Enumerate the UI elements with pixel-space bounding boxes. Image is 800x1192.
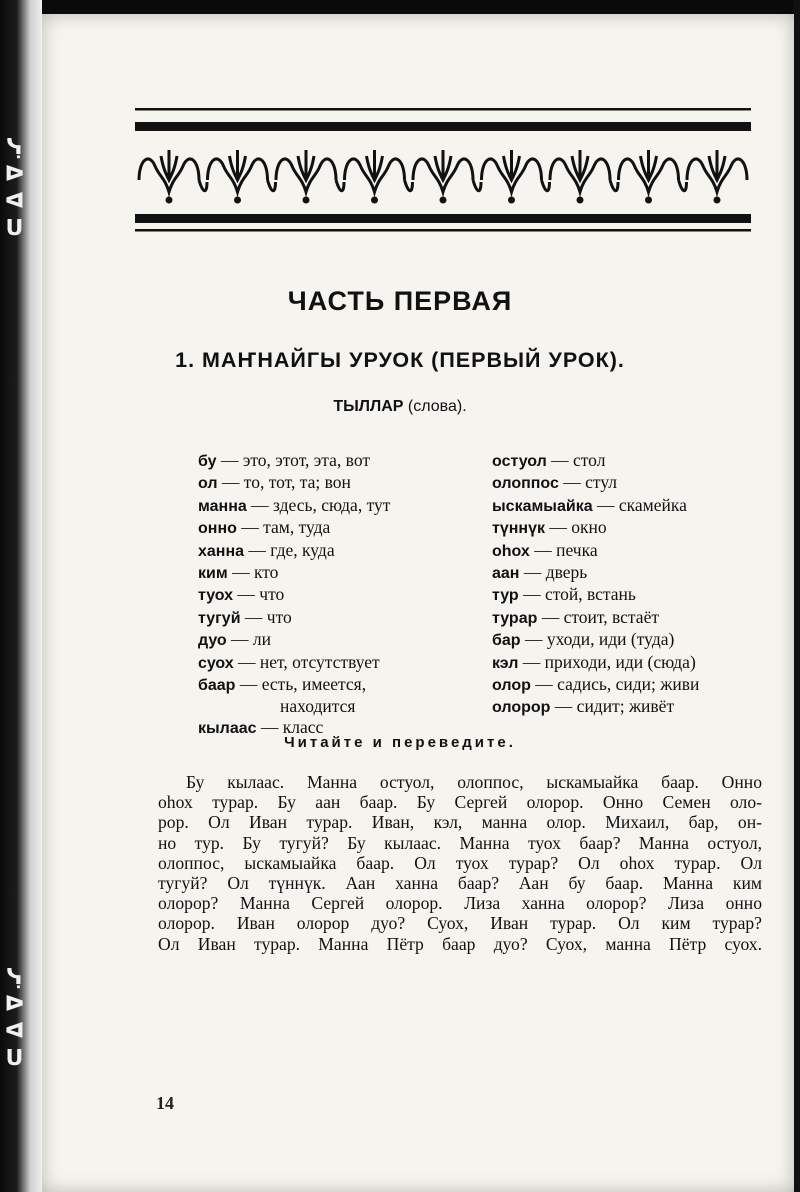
ornament-band — [135, 108, 751, 232]
vocab-entry — [198, 562, 488, 584]
reading-line: Бу кылаас. Манна остуол, олоппос, ыскамыайка баар. Онно — [186, 772, 762, 792]
ornament-dot — [234, 197, 241, 204]
vocab-meaning: — стой, встань — [518, 584, 636, 605]
vocab-entry — [198, 652, 488, 674]
vocab-entry — [198, 540, 488, 562]
vocab-word: бу — [198, 453, 217, 470]
vocab-meaning: — класс — [256, 716, 324, 737]
vocab-meaning: — приходи, иди (сюда) — [518, 651, 696, 672]
vocab-word: туох — [198, 587, 234, 605]
vocab-meaning: — стул — [558, 472, 618, 493]
vocab-meaning: — что — [233, 584, 285, 605]
vocab-word: баар — [198, 677, 236, 695]
reading-line: оһох турар. Бу аан баар. Бу Сергей олорор. Онно Семен оло- — [158, 792, 762, 813]
vocab-entry — [198, 584, 488, 606]
vocab-entry — [198, 629, 488, 651]
words-heading-rest: (слова). — [403, 398, 467, 415]
vocab-entry — [198, 607, 488, 629]
vocab-word: остуол — [492, 453, 547, 470]
vocab-entry — [198, 472, 488, 494]
vocab-meaning: — дверь — [519, 562, 588, 583]
vocab-word: суох — [198, 654, 234, 672]
vocab-meaning: — есть, имеется, — [235, 674, 367, 695]
ornament-bud — [641, 150, 657, 180]
vocab-entry — [492, 607, 772, 629]
vocab-entry — [492, 517, 772, 539]
reading-line: олорор? Манна Сергей олорор. Лиза ханна олорор? Лиза онно — [158, 893, 762, 914]
spine-mark-bottom: ᑎᐅᐊᓵ — [2, 960, 27, 1068]
vocab-meaning: — печка — [529, 539, 598, 560]
ornament-dot — [508, 197, 515, 204]
vocab-word: түннүк — [492, 520, 545, 538]
ornament-bud — [367, 150, 383, 180]
vocab-meaning: — где, куда — [244, 539, 335, 560]
vocab-word: олорор — [492, 699, 551, 717]
vocabulary-left-column — [198, 450, 488, 739]
ornament-dot — [440, 197, 447, 204]
vocab-meaning: — стол — [546, 450, 606, 470]
reading-line: олорор. Иван олорор дуо? Суох, Иван турар. Ол ким турар? — [158, 913, 762, 934]
ornament-link — [199, 180, 207, 191]
vocab-entry — [492, 629, 772, 651]
ornament-bud — [298, 150, 314, 180]
vocab-word: манна — [198, 497, 247, 515]
reading-line: Ол Иван турар. Манна Пётр баар дуо? Суох, манна Пётр суох. — [158, 933, 762, 954]
ornament-link — [610, 180, 618, 191]
vocab-word: олор — [492, 677, 531, 695]
vocab-word: оһох — [492, 542, 530, 560]
ornament-link — [679, 180, 687, 191]
vocab-word: турар — [492, 609, 538, 627]
ornament-dot — [714, 197, 721, 204]
vocab-meaning: — сидит; живёт — [550, 696, 675, 717]
reading-line: тугуй? Ол түннүк. Аан ханна баар? Аан бу баар. Манна ким — [158, 873, 762, 894]
vocab-word: ким — [198, 565, 228, 583]
page-number: 14 — [156, 1093, 174, 1113]
ornament-dot — [303, 197, 310, 204]
vocab-meaning: — там, туда — [236, 517, 331, 538]
ornament-motifs — [139, 150, 747, 204]
vocab-entry — [492, 674, 772, 696]
ornament-dot — [645, 197, 652, 204]
vocab-meaning: — окно — [544, 517, 607, 538]
reading-line: но тур. Бу тугуй? Бу кылаас. Манна туох баар? Манна остуол, — [158, 832, 762, 853]
vocab-word: аан — [492, 565, 520, 583]
vocab-word: онно — [198, 520, 237, 538]
vocab-meaning: — что — [240, 606, 292, 627]
vocab-meaning: — нет, отсутствует — [233, 651, 380, 672]
vocab-meaning: — это, этот, эта, вот — [216, 450, 370, 470]
vocab-entry — [492, 495, 772, 517]
vocab-meaning: — уходи, иди (туда) — [520, 629, 675, 650]
vocab-word: ханна — [198, 542, 245, 560]
scan-right-border — [794, 0, 800, 1192]
vocab-entry — [492, 584, 772, 606]
ornament-link — [268, 180, 276, 191]
vocab-meaning: — то, тот, та; вон — [217, 472, 351, 493]
ornament-link — [405, 180, 413, 191]
vocab-meaning: — садись, сиди; живи — [530, 674, 700, 695]
vocab-entry — [198, 696, 488, 716]
ornament-link — [542, 180, 550, 191]
vocab-word: дуо — [198, 632, 227, 650]
ornament-link — [336, 180, 344, 191]
words-heading — [0, 398, 800, 416]
vocab-meaning: — ли — [226, 629, 271, 650]
words-heading-bold: ТЫЛЛАР — [333, 398, 404, 415]
vocab-word: тур — [492, 587, 519, 605]
vocab-word: олоппос — [492, 475, 559, 493]
scan-left-edge — [0, 0, 42, 1192]
vocab-entry — [492, 696, 772, 718]
ornament-dot — [371, 197, 378, 204]
part-title: ЧАСТЬ ПЕРВАЯ — [287, 286, 513, 316]
reading-line: рор. Ол Иван турар. Иван, кэл, манна олор. Михаил, бар, он- — [158, 812, 762, 833]
vocab-entry — [492, 562, 772, 584]
vocab-entry — [492, 652, 772, 674]
ornament-link — [473, 180, 481, 191]
vocab-word: ыскамыайка — [492, 497, 593, 515]
vocab-word: ол — [198, 475, 218, 493]
vocab-word: кэл — [492, 654, 519, 672]
ornament-bud — [504, 150, 520, 180]
vocab-meaning: — здесь, сюда, тут — [246, 494, 391, 515]
vocab-meaning: — стоит, встаёт — [537, 606, 659, 627]
vocab-entry — [492, 472, 772, 494]
lesson-title: 1. МАҤНАЙГЫ УРУОК (ПЕРВЫЙ УРОК). — [175, 348, 625, 372]
ornament-bud — [572, 150, 588, 180]
vocab-meaning: находится — [280, 696, 356, 717]
spine-mark-top: ᑎᐅᐊᓵ — [2, 130, 27, 238]
vocab-meaning: — скамейка — [592, 494, 687, 515]
vocab-entry — [492, 540, 772, 562]
vocab-word: бар — [492, 632, 521, 650]
vocab-entry — [198, 674, 488, 696]
reading-text — [158, 772, 762, 954]
vocabulary-right-column — [492, 450, 772, 719]
vocab-entry — [198, 517, 488, 539]
ornament-bud — [709, 150, 725, 180]
vocab-entry — [198, 450, 488, 472]
vocab-entry — [198, 495, 488, 517]
ornament-dot — [166, 197, 173, 204]
ornament-bud — [230, 150, 246, 180]
ornament-bud — [161, 150, 177, 180]
vocab-word: кылаас — [198, 719, 257, 737]
vocab-meaning: — кто — [227, 562, 279, 583]
scan-top-border — [0, 0, 800, 14]
ornament-dot — [577, 197, 584, 204]
exercise-instruction: Читайте и переведите. — [284, 734, 516, 751]
ornament-bud — [435, 150, 451, 180]
vocab-entry — [492, 450, 772, 472]
reading-line: олоппос, ыскамыайка баар. Ол туох турар? Ол оһох турар. Ол — [158, 852, 762, 873]
vocab-word: тугуй — [198, 609, 241, 627]
